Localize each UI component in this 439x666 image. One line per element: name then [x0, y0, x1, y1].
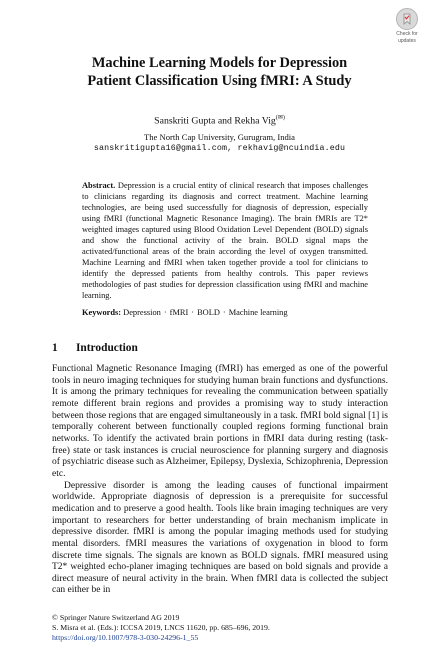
section-heading — [52, 342, 138, 354]
affiliation: The North Cap University, Gurugram, India — [144, 132, 295, 142]
copyright-notice: © Springer Nature Switzerland AG 2019 — [52, 613, 180, 622]
body-paragraph: Depressive disorder is among the leading causes of functional impairment worldwide. Appropriate diagnosis of depression is a prerequisite for successful medication and to preserve a good health. Tools like brain imaging techniques are very important to researchers for better understanding of brain mechanism implicate in depressive disorder. fMRI is among the popular imaging methods used for studying mental disorders. fMRI measures the variations of oxygenation in blood to form discrete time signals. The signals are known as BOLD signals. fMRI measured using T2* weighted echo-planer imaging techniques are based on bold signals and provide a direct measure of neural activity in the brain. When fMRI data is collected the subject can either be in — [52, 480, 388, 596]
keyword: Depression — [123, 308, 161, 317]
keyword-separator: · — [163, 308, 167, 317]
author-list — [40, 114, 399, 126]
author-names: Sanskriti Gupta and Rekha Vig — [154, 115, 276, 127]
keyword: Machine learning — [228, 308, 288, 317]
doi-link[interactable]: https://doi.org/10.1007/978-3-030-24296-1_55 — [52, 633, 199, 642]
keyword-separator: · — [191, 308, 195, 317]
abstract — [82, 180, 368, 301]
title-line-1: Machine Learning Models for Depression — [91, 55, 348, 71]
keywords-label: Keywords: — [82, 308, 122, 317]
corresponding-author-mark: (✉) — [275, 115, 285, 121]
paper-title — [40, 54, 399, 90]
section-title: Introduction — [76, 342, 138, 354]
keywords — [82, 308, 368, 317]
citation-info: S. Misra et al. (Eds.): ICCSA 2019, LNCS 11620, pp. 685–696, 2019. — [52, 623, 270, 632]
badge-line-2: updates — [398, 38, 416, 44]
keyword: fMRI — [169, 308, 189, 317]
body-text — [52, 364, 388, 597]
section-number: 1 — [52, 342, 58, 354]
check-for-updates-badge[interactable] — [390, 8, 424, 44]
keyword-separator: · — [222, 308, 226, 317]
badge-line-1: Check for — [396, 31, 418, 37]
author-emails[interactable]: sanskritigupta16@gmail.com, rekhavig@ncuindia.edu — [93, 144, 346, 153]
affiliation-block — [40, 132, 399, 154]
abstract-label: Abstract. — [82, 181, 116, 190]
body-paragraph: Functional Magnetic Resonance Imaging (fMRI) has emerged as one of the powerful tools in neuro imaging techniques for studying human brain functions and dysfunctions. It is among the primary techniques for revealing the communication between spatially remote different brain regions and provides a promising way to study interaction between those regions that are engaged simultaneously in a task. fMRI bold signal [1] is temporally coherent between functionally coupled regions forming functional brain networks. To identify the activated brain portions in fMRI data during resting (task-free) state or task instances is crucial neuroscience for planning surgery and diagnosis of psychiatric disease such as Alzheimer, Epilepsy, Dyslexia, Schizophrenia, Depression etc. — [52, 364, 388, 479]
keyword: BOLD — [197, 308, 220, 317]
title-line-2: Patient Classification Using fMRI: A Study — [87, 73, 352, 89]
abstract-text: Depression is a crucial entity of clinical research that imposes challenges to clinicians regarding its diagnosis and correct treatment. Machine learning technologies, are being used successfully for diagnosis of depression, especially using fMRI (functional Magnetic Resonance Imaging). The brain fMRIs are T2* weighted images captured using Blood Oxidation Level Dependent (BOLD) signals and show the functional activity of the brain. BOLD signal maps the activated/functional areas of the brain according the level of oxygen transmitted. Machine Learning and fMRI when taken together provide a tool for clinicians to identify the depressed patients from healthy controls. This paper reviews methodologies of past studies for depression classification using fMRI and machine learning. — [82, 181, 368, 300]
check-updates-icon — [396, 8, 418, 30]
footer — [52, 613, 388, 643]
